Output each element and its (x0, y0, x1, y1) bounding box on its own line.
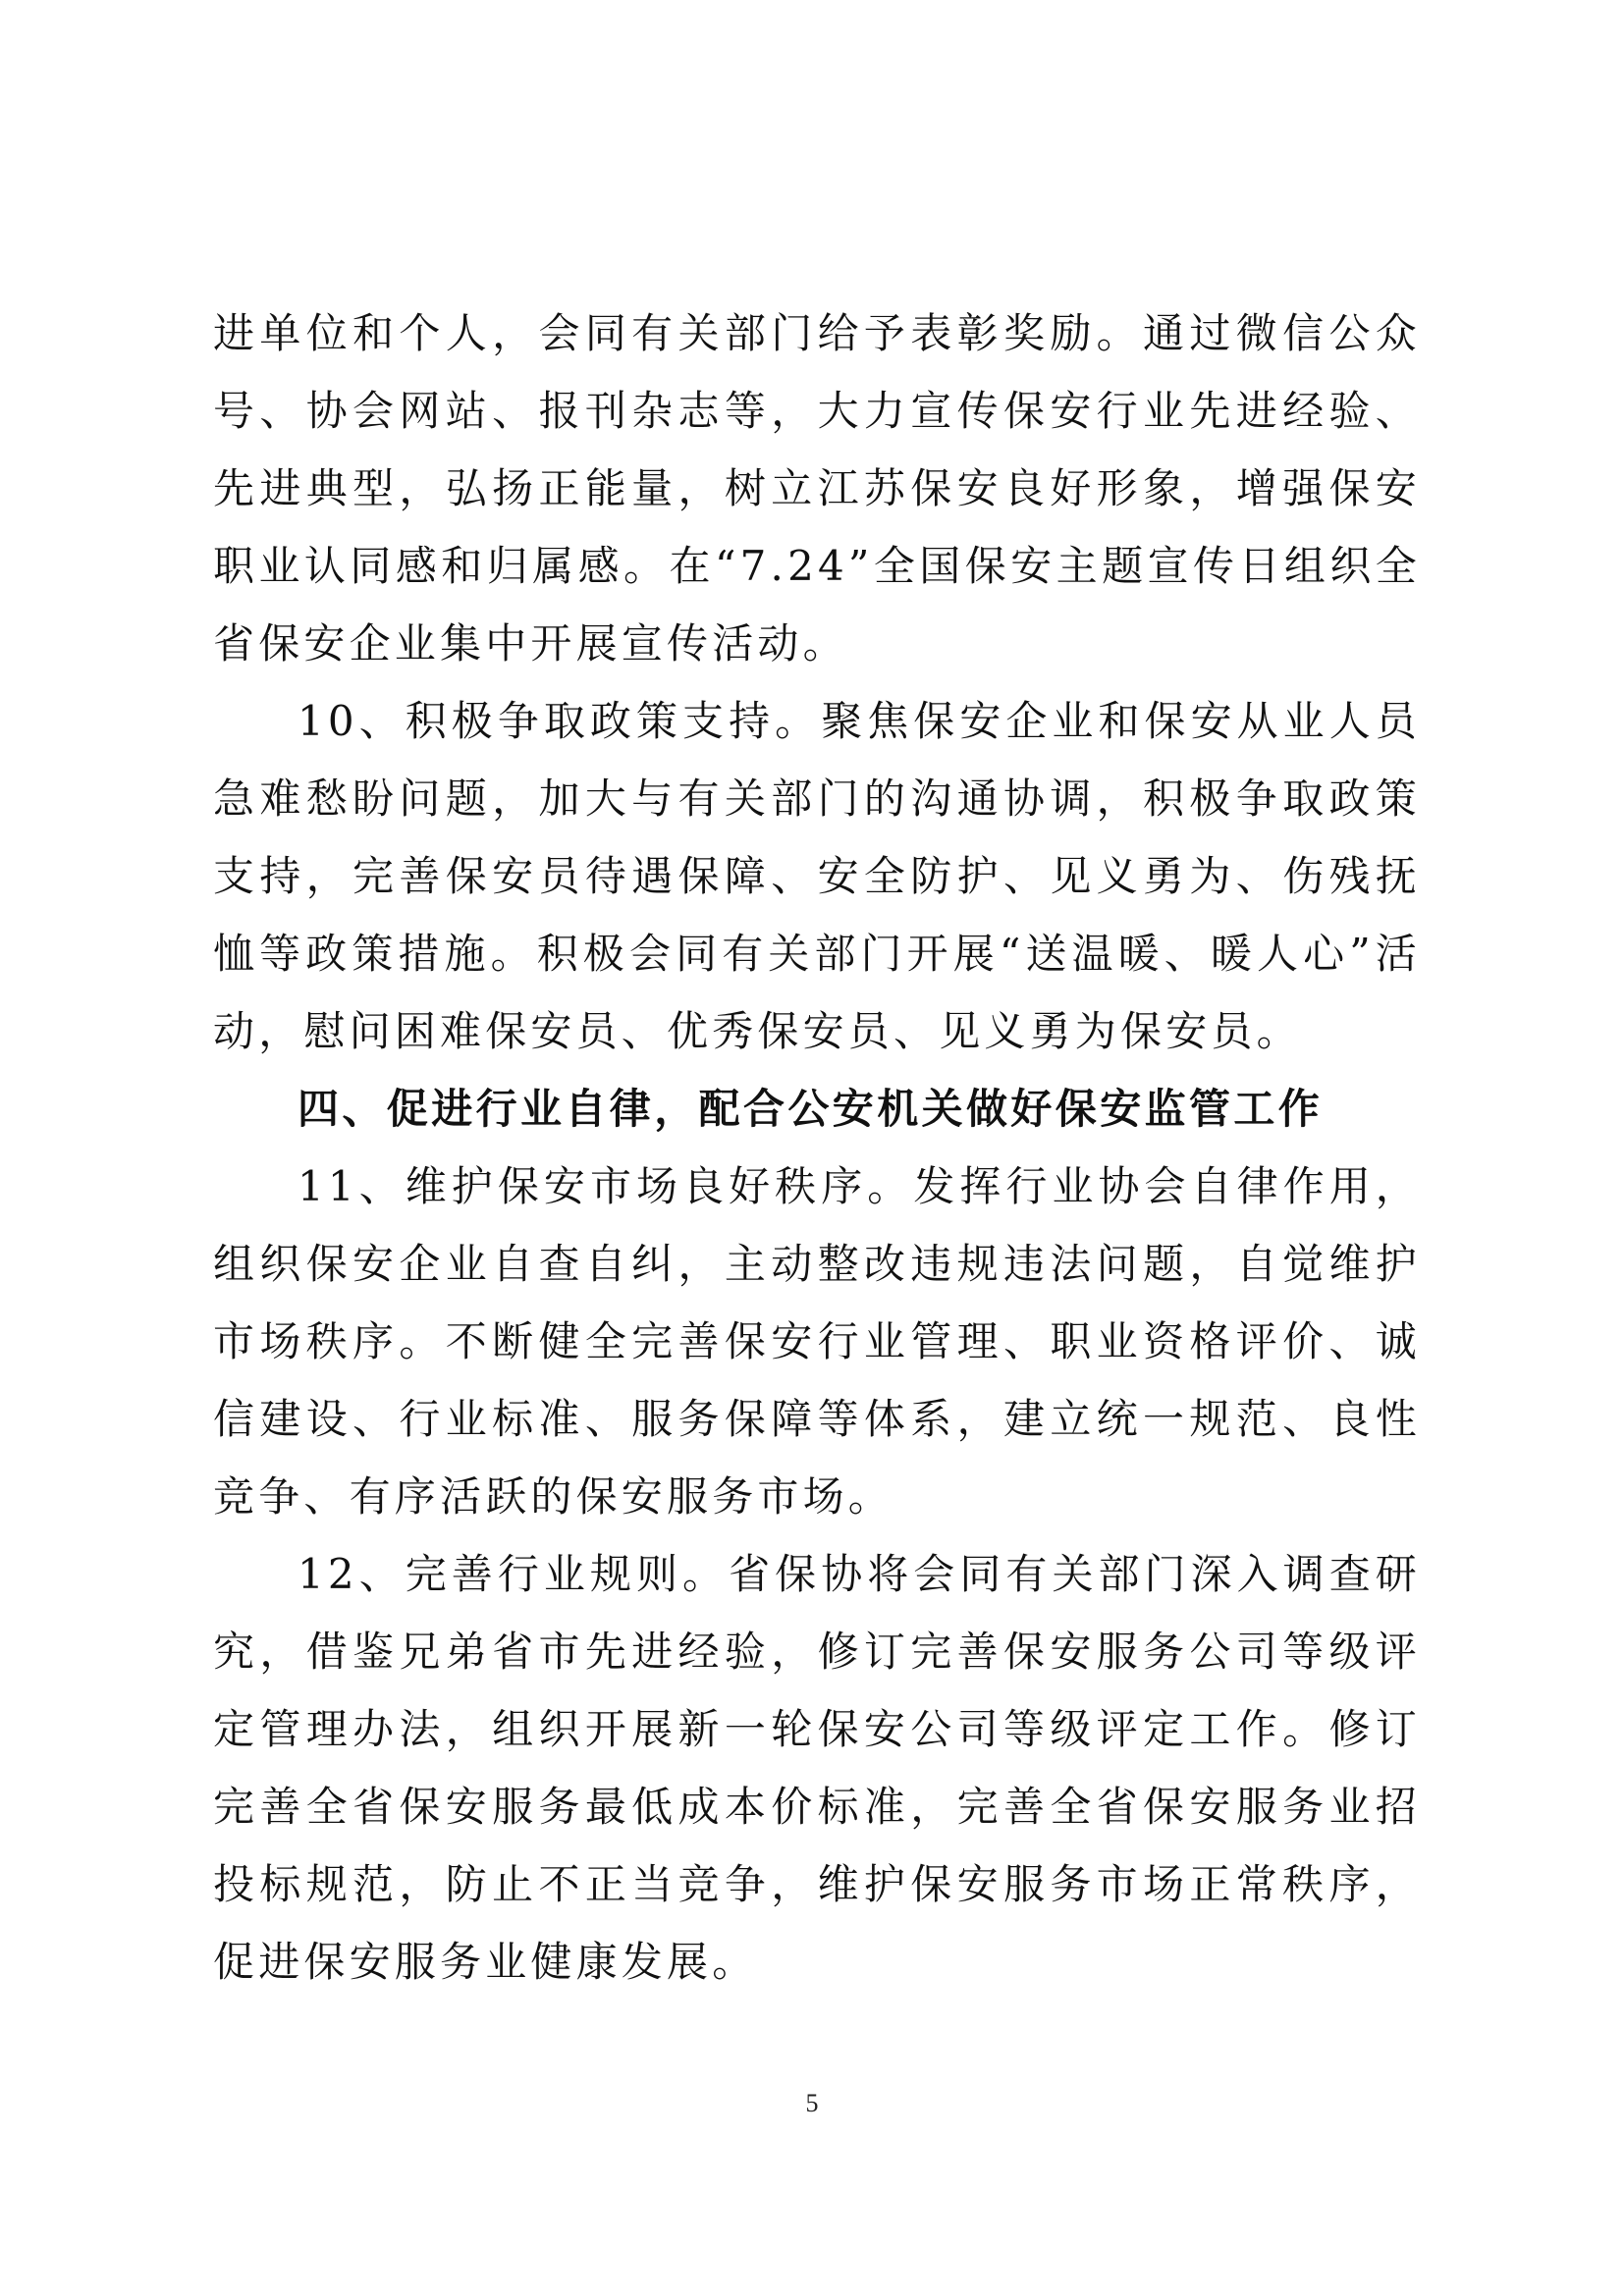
paragraph-item-12 (213, 1535, 1421, 2001)
item-lead: 12、完善行业规则。 (298, 1550, 730, 1598)
item-lead: 10、积极争取政策支持。 (298, 697, 822, 745)
paragraph-item-11 (213, 1148, 1421, 1535)
section-heading: 四、促进行业自律，配合公安机关做好保安监管工作 (298, 1085, 1324, 1133)
page-number: 5 (805, 2089, 819, 2117)
paragraph-item-10 (213, 682, 1421, 1070)
document-body (213, 294, 1421, 2001)
paragraph-text: 进单位和个人，会同有关部门给予表彰奖励。通过微信公众号、协会网站、报刊杂志等，大力宣传保安行业先进经验、先进典型，弘扬正能量，树立江苏保安良好形象，增强保安职业认同感和归属感。在“7.24”全国保安主题宣传日组织全省保安企业集中开展宣传活动。 (213, 309, 1421, 667)
paragraph-text: 聚焦保安企业和保安从业人员急难愁盼问题，加大与有关部门的沟通协调，积极争取政策支持，完善保安员待遇保障、安全防护、见义勇为、伤残抚恤等政策措施。积极会同有关部门开展“送温暖、暖人心”活动，慰问困难保安员、优秀保安员、见义勇为保安员。 (213, 697, 1421, 1055)
paragraph-text: 发挥行业协会自律作用，组织保安企业自查自纠，主动整改违规违法问题，自觉维护市场秩序。不断健全完善保安行业管理、职业资格评价、诚信建设、行业标准、服务保障等体系，建立统一规范、良性竞争、有序活跃的保安服务市场。 (213, 1162, 1421, 1521)
paragraph-text: 省保协将会同有关部门深入调查研究，借鉴兄弟省市先进经验，修订完善保安服务公司等级评定管理办法，组织开展新一轮保安公司等级评定工作。修订完善全省保安服务最低成本价标准，完善全省保安服务业招投标规范，防止不正当竞争，维护保安服务市场正常秩序，促进保安服务业健康发展。 (213, 1550, 1421, 1986)
paragraph-continuation (213, 294, 1421, 682)
item-lead: 11、维护保安市场良好秩序。 (298, 1162, 914, 1210)
